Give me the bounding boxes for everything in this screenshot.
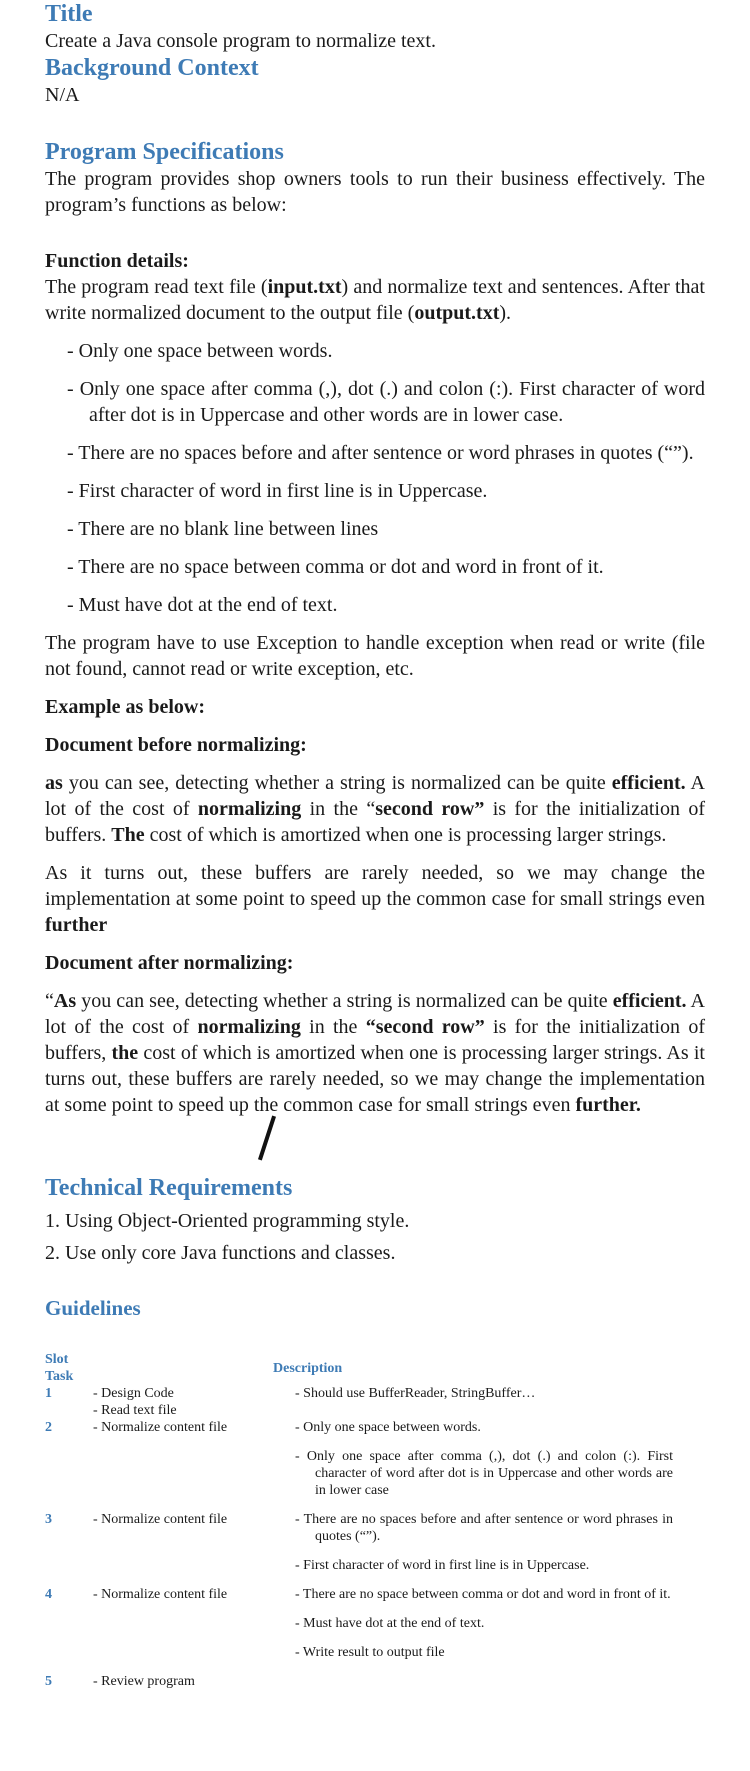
table-row [45,1385,673,1419]
function-details: The program read text file (input.txt) and normalize text and sentences. After that write normalized document to the output file (output.txt). [45,276,705,324]
desc-item: - Write result to output file [295,1645,445,1660]
col-desc-header: Description [273,1360,343,1376]
rule-item: - Only one space between words. [67,340,333,362]
example-label: Example as below: [45,696,205,718]
specs-heading: Program Specifications [45,139,284,165]
desc-item: - Only one space between words. [295,1420,481,1435]
col-slot-header: Slot Task [45,1352,74,1384]
before-paragraph-1: as you can see, detecting whether a string is normalized can be quite efficient. A lot of the cost of normalizing in the “second row” is for the initialization of buffers. The cost of which is amortized when one is processing larger strings. [45,772,705,846]
table-row [45,1673,673,1690]
task-item: - Normalize content file [93,1420,228,1435]
after-paragraph: “As you can see, detecting whether a string is normalized can be quite efficient. A lot of the cost of normalizing in the “second row” is for the initialization of buffers, the cost of which is amortized when one is processing larger strings. As it turns out, these buffers are rarely needed, so we may change the implementation at some point to speed up the common case for small strings even further. [45,990,705,1116]
task-item: - Design Code [93,1386,174,1401]
table-row [45,1511,673,1586]
guidelines-heading: Guidelines [45,1296,141,1320]
desc-item: - There are no space between comma or dot and word in front of it. [295,1587,671,1602]
technical-heading: Technical Requirements [45,1175,293,1201]
desc-item: - Must have dot at the end of text. [295,1616,485,1631]
task-item: - Review program [93,1674,195,1689]
rule-item: - There are no space between comma or dot and word in front of it. [67,556,604,578]
exception-text: The program have to use Exception to handle exception when read or write (file not found, cannot read or write exception, etc. [45,632,705,680]
rule-item: - Must have dot at the end of text. [67,594,338,616]
specs-intro: The program provides shop owners tools to run their business effectively. The program’s functions as below: [45,168,705,216]
technical-item: 1. Using Object-Oriented programming style. [45,1210,410,1232]
rule-item: - There are no spaces before and after sentence or word phrases in quotes (“”). [67,442,694,464]
desc-item: - First character of word in first line is in Uppercase. [295,1558,590,1573]
slot-number: 5 [45,1674,52,1689]
task-item: - Read text file [93,1403,177,1418]
task-item: - Normalize content file [93,1512,228,1527]
rules-list [45,338,705,618]
slot-number: 1 [45,1386,52,1401]
before-paragraph-2: As it turns out, these buffers are rarely needed, so we may change the implementation at some point to speed up the common case for small strings even further [45,862,705,936]
desc-item: - Should use BufferReader, StringBuffer… [295,1386,536,1401]
slot-number: 3 [45,1512,52,1527]
slot-number: 2 [45,1420,52,1435]
slot-number: 4 [45,1587,52,1602]
rule-item: - There are no blank line between lines [67,518,379,540]
rule-item: - Only one space after comma (,), dot (.) and colon (:). First character of word after dot is in Uppercase and other words are in lower case. [67,378,705,426]
desc-item: - Only one space after comma (,), dot (.) and colon (:). First character of word after dot is in Uppercase and other words are in lower case [295,1449,673,1498]
title-heading: Title [45,1,93,27]
after-label: Document after normalizing: [45,952,294,974]
table-row [45,1586,673,1673]
title-text: Create a Java console program to normalize text. [45,30,436,52]
background-heading: Background Context [45,55,259,81]
before-label: Document before normalizing: [45,734,307,756]
rule-item: - First character of word in first line is in Uppercase. [67,480,488,502]
desc-item: - There are no spaces before and after sentence or word phrases in quotes (“”). [295,1512,673,1544]
table-row [45,1419,673,1511]
task-item: - Normalize content file [93,1587,228,1602]
guidelines-table [45,1351,673,1690]
background-text: N/A [45,84,80,106]
technical-item: 2. Use only core Java functions and classes. [45,1242,396,1264]
function-label: Function details: [45,250,189,272]
